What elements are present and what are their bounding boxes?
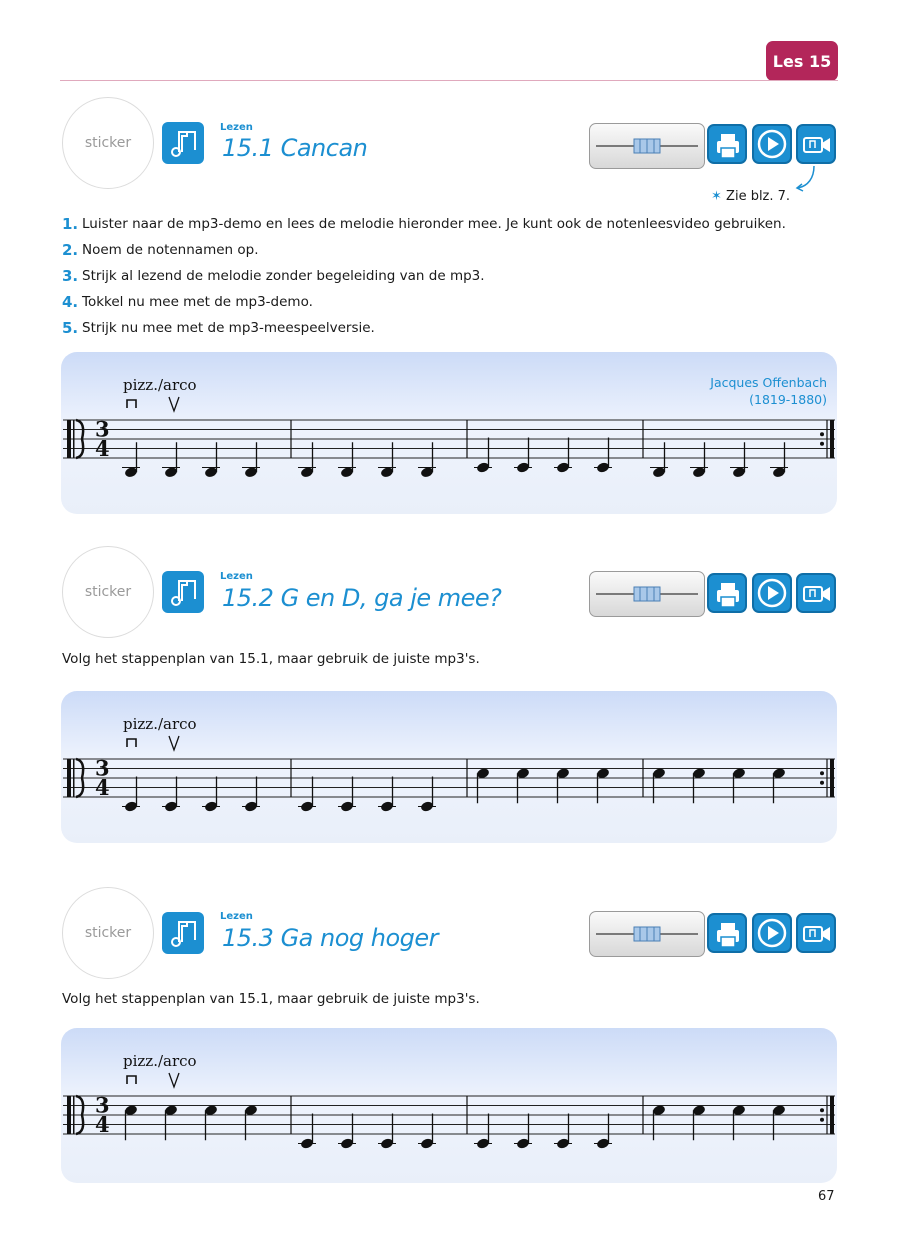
note	[514, 1114, 532, 1150]
instruction-text: Volg het stappenplan van 15.1, maar gebruik de juiste mp3's.	[62, 991, 480, 1007]
exercise-title: 15.1 Cancan	[222, 134, 368, 162]
list-item: 5. Strijk nu mee met de mp3-meespeelversie.	[62, 319, 375, 337]
list-item: 1. Luister naar de mp3-demo en lees de melodie hieronder mee. Je kunt ook de notenleesvideo gebruiken.	[62, 215, 786, 233]
sticker-placeholder: sticker	[62, 887, 154, 979]
lesson-badge: Les 15	[766, 41, 838, 81]
music-staff	[61, 352, 837, 514]
print-icon	[709, 126, 749, 166]
note	[474, 438, 492, 474]
note	[594, 438, 612, 474]
time-signature-bottom: 4	[95, 775, 110, 801]
category-label: Lezen	[220, 122, 253, 133]
note	[772, 1104, 786, 1140]
note	[122, 442, 140, 478]
audio-tempo-slider[interactable]	[589, 571, 705, 617]
note	[418, 777, 436, 813]
print-icon	[709, 915, 749, 955]
note	[652, 1104, 666, 1140]
note	[770, 442, 788, 478]
play-icon	[754, 915, 794, 955]
note	[690, 442, 708, 478]
print-icon	[709, 575, 749, 615]
play-button[interactable]	[752, 573, 792, 613]
up-bow-icon	[169, 1073, 179, 1087]
note	[202, 777, 220, 813]
category-label: Lezen	[220, 571, 253, 582]
note	[204, 1104, 218, 1140]
note	[692, 767, 706, 803]
music-staff	[61, 691, 837, 843]
note	[164, 1104, 178, 1140]
music-staff	[61, 1028, 837, 1183]
step-list	[62, 211, 842, 341]
music-note-icon	[162, 571, 204, 613]
note	[244, 1104, 258, 1140]
note	[124, 1104, 138, 1140]
music-note-icon	[162, 912, 204, 954]
time-signature-bottom: 4	[95, 436, 110, 462]
down-bow-icon	[127, 739, 136, 747]
note	[418, 1114, 436, 1150]
video-button[interactable]	[796, 573, 836, 613]
note	[242, 777, 260, 813]
time-signature-top: 3	[95, 755, 110, 781]
sticker-placeholder: sticker	[62, 546, 154, 638]
list-item: 4. Tokkel nu mee met de mp3-demo.	[62, 293, 313, 311]
note	[298, 777, 316, 813]
note	[162, 442, 180, 478]
note	[596, 767, 610, 803]
see-page-note: ✶ Zie blz. 7.	[711, 189, 791, 204]
category-label: Lezen	[220, 911, 253, 922]
note	[732, 767, 746, 803]
note	[242, 442, 260, 478]
technique-marking: pizz./arco	[123, 376, 197, 394]
note	[298, 1114, 316, 1150]
note	[652, 767, 666, 803]
header-divider	[60, 80, 838, 81]
note	[298, 442, 316, 478]
video-button[interactable]	[796, 913, 836, 953]
staff-svg	[61, 352, 837, 514]
sticker-placeholder: sticker	[62, 97, 154, 189]
note	[772, 767, 786, 803]
play-icon	[754, 126, 794, 166]
note	[516, 767, 530, 803]
instruction-text: Volg het stappenplan van 15.1, maar gebruik de juiste mp3's.	[62, 651, 480, 667]
note	[338, 442, 356, 478]
note	[378, 1114, 396, 1150]
note	[594, 1114, 612, 1150]
up-bow-icon	[169, 397, 179, 411]
video-camera-icon	[798, 915, 838, 955]
time-signature-top: 3	[95, 1092, 110, 1118]
note	[476, 767, 490, 803]
down-bow-icon	[127, 1076, 136, 1084]
note	[338, 1114, 356, 1150]
down-bow-icon	[127, 400, 136, 408]
note	[122, 777, 140, 813]
time-signature-bottom: 4	[95, 1112, 110, 1138]
asterisk-icon: ✶	[711, 189, 722, 204]
note	[338, 777, 356, 813]
up-bow-icon	[169, 736, 179, 750]
print-button[interactable]	[707, 124, 747, 164]
note	[556, 767, 570, 803]
video-button[interactable]	[796, 124, 836, 164]
note	[162, 777, 180, 813]
list-item: 3. Strijk al lezend de melodie zonder begeleiding van de mp3.	[62, 267, 485, 285]
note	[378, 777, 396, 813]
exercise-title: 15.2 G en D, ga je mee?	[222, 584, 502, 612]
staff-svg	[61, 691, 837, 843]
note	[202, 442, 220, 478]
play-button[interactable]	[752, 913, 792, 953]
print-button[interactable]	[707, 573, 747, 613]
video-camera-icon	[798, 575, 838, 615]
note	[378, 442, 396, 478]
note	[554, 438, 572, 474]
exercise-title: 15.3 Ga nog hoger	[222, 924, 439, 952]
arrow-icon	[790, 164, 820, 194]
note	[418, 442, 436, 478]
play-button[interactable]	[752, 124, 792, 164]
note	[514, 438, 532, 474]
composer-credit: Jacques Offenbach (1819-1880)	[710, 375, 827, 407]
time-signature-top: 3	[95, 416, 110, 442]
note	[732, 1104, 746, 1140]
play-icon	[754, 575, 794, 615]
technique-marking: pizz./arco	[123, 715, 197, 733]
video-camera-icon	[798, 126, 838, 166]
technique-marking: pizz./arco	[123, 1052, 197, 1070]
list-item: 2. Noem de notennamen op.	[62, 241, 259, 259]
note	[554, 1114, 572, 1150]
audio-tempo-slider[interactable]	[589, 123, 705, 169]
staff-svg	[61, 1028, 837, 1183]
page-number: 67	[818, 1189, 835, 1204]
audio-tempo-slider[interactable]	[589, 911, 705, 957]
music-note-icon	[162, 122, 204, 164]
note	[692, 1104, 706, 1140]
note	[730, 442, 748, 478]
note	[474, 1114, 492, 1150]
print-button[interactable]	[707, 913, 747, 953]
note	[650, 442, 668, 478]
